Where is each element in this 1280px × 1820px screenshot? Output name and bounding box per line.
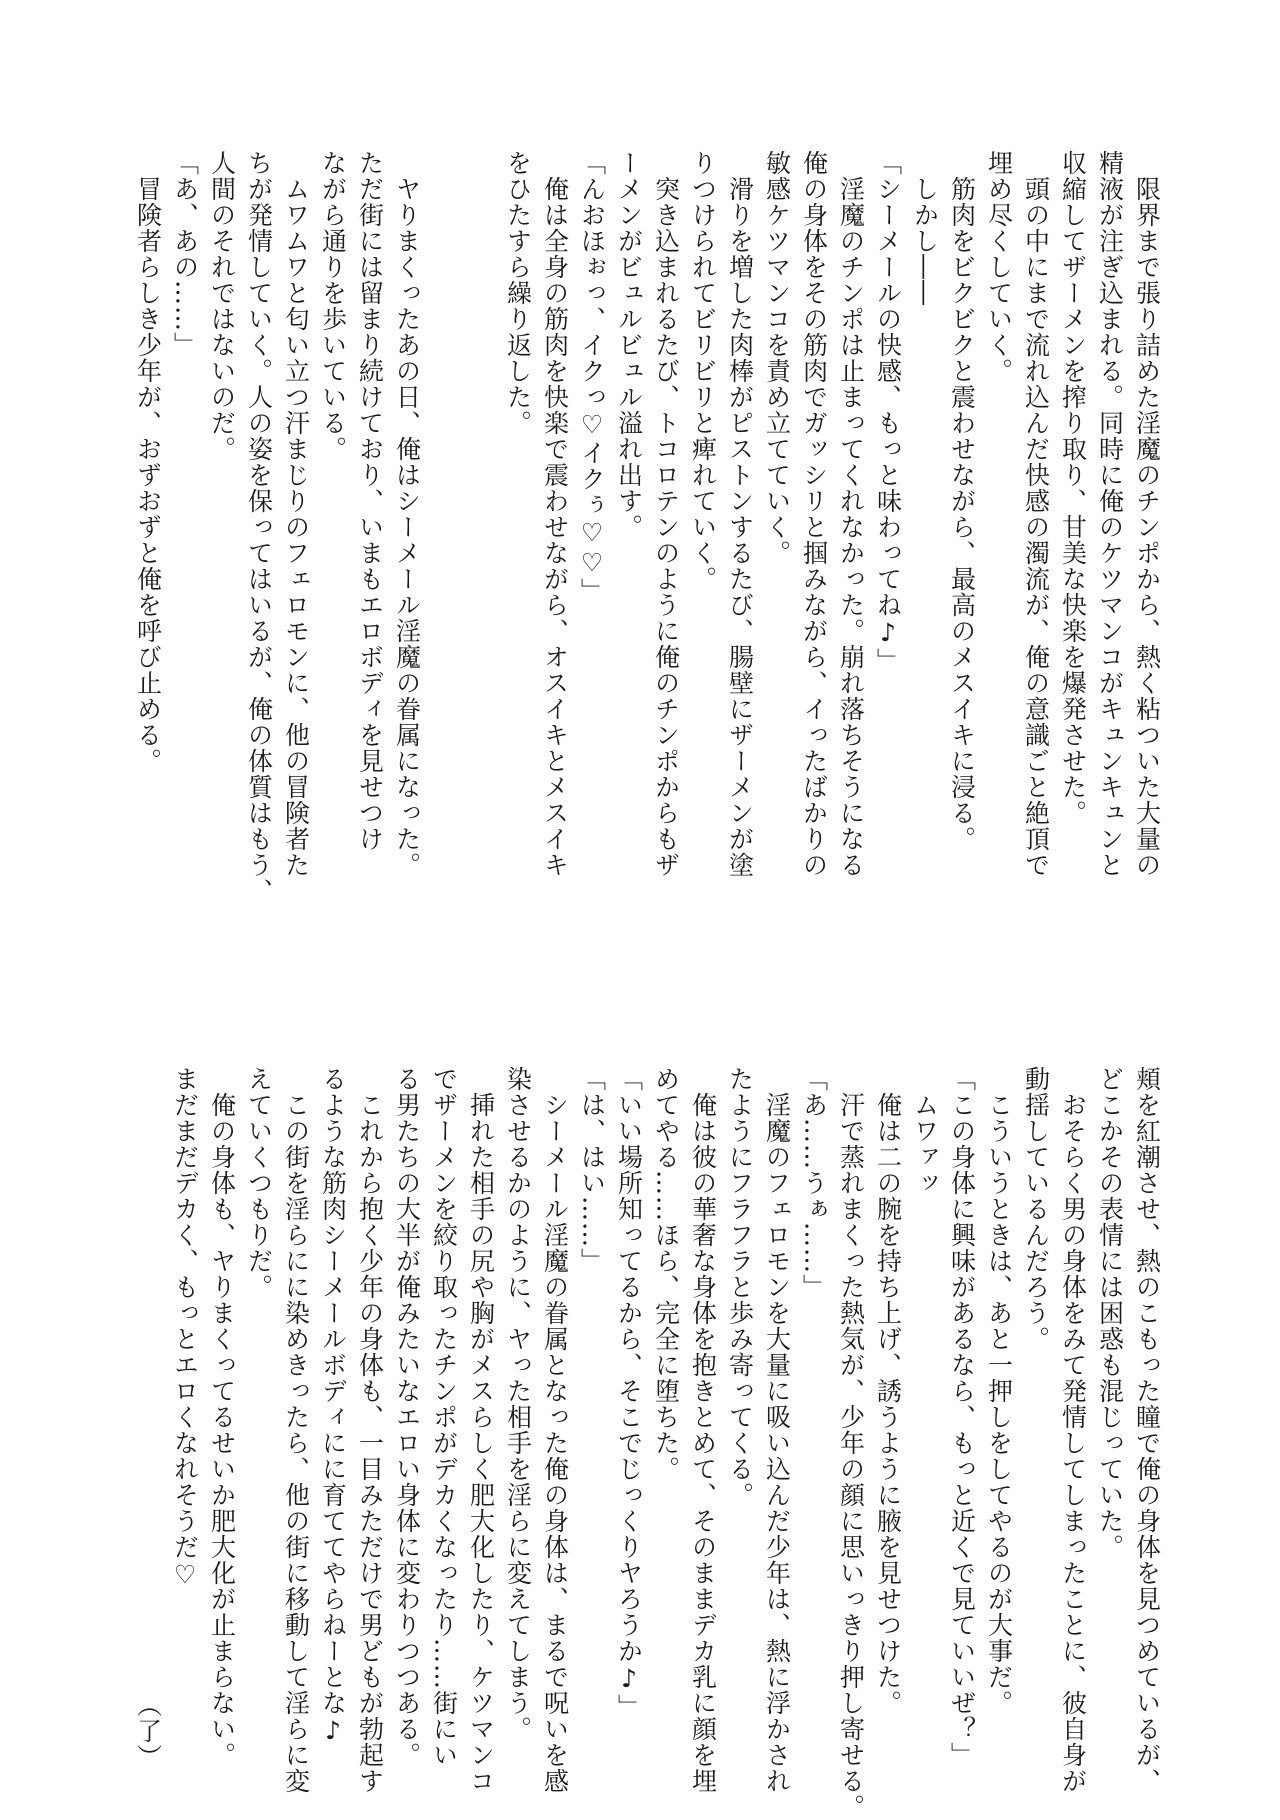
text-column: 敏感ケツマンコを責め立てていく。	[762, 150, 792, 566]
text-column: をひたすら繰り返した。	[503, 150, 533, 436]
text-column: りつけられてビリビリと痺れていく。	[688, 150, 718, 592]
text-column: る男たちの大半が俺みたいなエロい身体に変わりつつある。	[392, 1066, 422, 1768]
text-column: 動揺しているんだろう。	[1021, 1066, 1051, 1352]
text-column: 挿れた相手の尻や胸がメスらしく肥大化したり、ケツマンコ	[466, 1092, 496, 1794]
text-column: ヤりまくったあの日、俺はシーメール淫魔の眷属になった。	[392, 176, 422, 878]
text-column: ーメンがビュルビュル溢れ出す。	[614, 150, 644, 540]
text-column: まだまだデカく、もっとエロくなれそうだ♡	[170, 1066, 200, 1590]
text-column: これから抱く少年の身体も、一目みただけで男どもが勃起す	[355, 1092, 385, 1794]
text-column: 「いい場所知ってるから、そこでじっくりヤろうか♪」	[614, 1066, 644, 1720]
text-column: 滑りを増した肉棒がピストンするたび、腸壁にザーメンが塗	[725, 176, 755, 878]
text-column: ムワァッ	[910, 1092, 940, 1196]
text-column: 「んおほぉっ、イクっ♡イクぅ♡♡」	[577, 150, 607, 604]
text-column: 俺の身体も、ヤりまくってるせいか肥大化が止まらない。	[207, 1092, 237, 1768]
text-column: るような筋肉シーメールボディにに育ててやらねーとな♪	[318, 1066, 348, 1746]
text-column: 筋肉をビクビクと震わせながら、最高のメスイキに浸る。	[947, 176, 977, 852]
text-column: 俺の身体をその筋肉でガッシリと掴みながら、イったばかりの	[799, 150, 829, 878]
text-column: ムワムワと匂い立つ汗まじりのフェロモンに、他の冒険者た	[281, 176, 311, 878]
text-column: 染させるかのように、ヤった相手を淫らに変えてしまう。	[503, 1066, 533, 1742]
text-column: 俺は二の腕を持ち上げ、誘うように腋を見せつけた。	[873, 1092, 903, 1716]
text-column: ながら通りを歩いている。	[318, 150, 348, 462]
text-column: 淫魔のチンポは止まってくれなかった。崩れ落ちそうになる	[836, 176, 866, 878]
text-column: 人間のそれではないのだ。	[207, 150, 237, 462]
text-column: 頭の中にまで流れ込んだ快感の濁流が、俺の意識ごと絶頂で	[1021, 176, 1051, 878]
text-column: しかし――	[910, 176, 940, 306]
text-column: たようにフラフラと歩み寄ってくる。	[725, 1066, 755, 1508]
text-column: おそらく男の身体をみて発情してしまったことに、彼自身が	[1058, 1092, 1088, 1794]
text-column: えていくつもりだ。	[244, 1066, 274, 1300]
text-column: 俺は彼の華奢な身体を抱きとめて、そのままデカ乳に顔を埋	[688, 1092, 718, 1794]
text-column: でザーメンを絞り取ったチンポがデカくなったり……街にい	[429, 1066, 459, 1768]
text-column: シーメール淫魔の眷属となった俺の身体は、まるで呪いを感	[540, 1092, 570, 1794]
text-column: 突き込まれるたび、トコロテンのように俺のチンポからもザ	[651, 176, 681, 878]
text-column: 俺は全身の筋肉を快楽で震わせながら、オスイキとメスイキ	[540, 176, 570, 878]
text-column: 「この身体に興味があるなら、もっと近くで見ていいぜ？」	[947, 1066, 977, 1768]
text-column: 頬を紅潮させ、熱のこもった瞳で俺の身体を見つめているが、	[1132, 1066, 1162, 1794]
text-column: めてやる……ほら、完全に堕ちた。	[651, 1066, 681, 1482]
text-column: 淫魔のフェロモンを大量に吸い込んだ少年は、熱に浮かされ	[762, 1092, 792, 1794]
text-column: こういうときは、あと一押しをしてやるのが大事だ。	[984, 1092, 1014, 1716]
text-column: 限界まで張り詰めた淫魔のチンポから、熱く粘ついた大量の	[1132, 176, 1162, 878]
text-column: ちが発情していく。人の姿を保ってはいるが、俺の体質はもう、	[244, 150, 274, 904]
text-column: どこかその表情には困惑も混じっていた。	[1095, 1066, 1125, 1560]
text-column: 収縮してザーメンを搾り取り、甘美な快楽を爆発させた。	[1058, 150, 1088, 826]
text-column: 冒険者らしき少年が、おずおずと俺を呼び止める。	[133, 176, 163, 774]
end-mark: （了）	[133, 1692, 163, 1770]
text-column: 精液が注ぎ込まれる。同時に俺のケツマンコがキュンキュンと	[1095, 150, 1125, 878]
text-column: 「シーメールの快感、もっと味わってね♪」	[873, 150, 903, 674]
text-column: 「あ……うぁ……」	[799, 1066, 829, 1300]
text-column: 汗で蒸れまくった熱気が、少年の顔に思いっきり押し寄せる。	[836, 1092, 866, 1820]
text-column: 「あ、あの……」	[170, 150, 200, 358]
text-column: この街を淫らにに染めきったら、他の街に移動して淫らに変	[281, 1092, 311, 1794]
text-column: 「は、はい……」	[577, 1066, 607, 1274]
text-column: ただ街には留まり続けており、いまもエロボディを見せつけ	[355, 150, 385, 852]
text-column: 埋め尽くしていく。	[984, 150, 1014, 384]
